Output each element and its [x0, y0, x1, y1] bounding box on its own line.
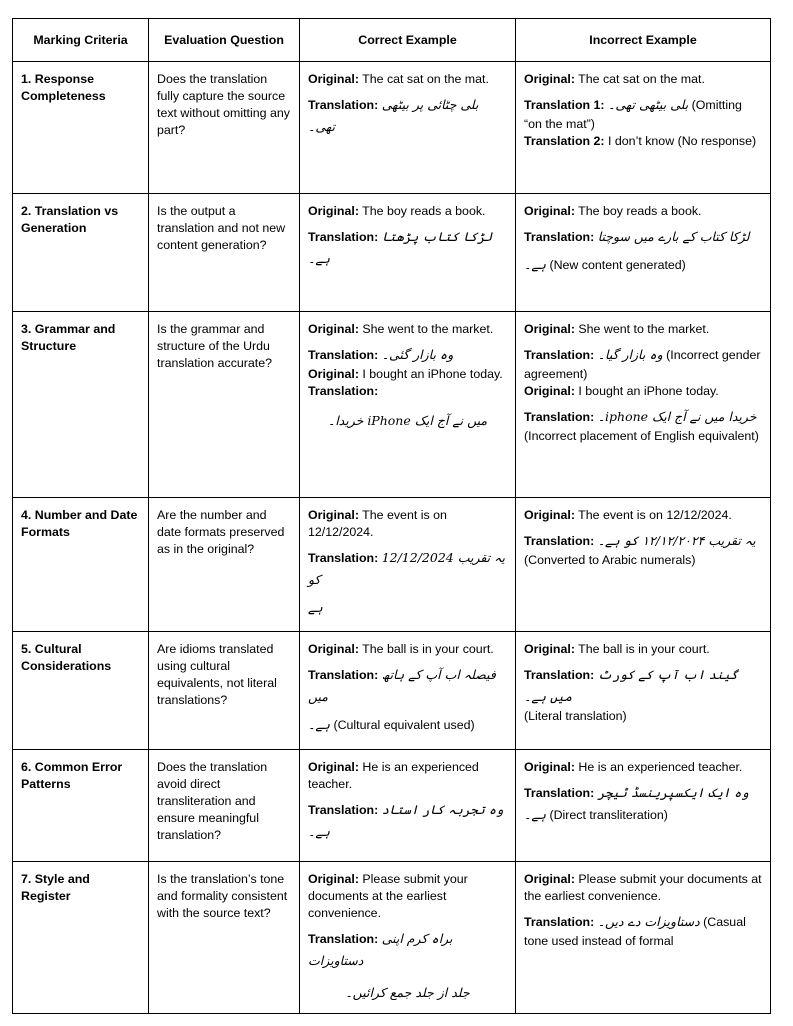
- original-label: Original:: [524, 204, 575, 218]
- table-row: [13, 62, 771, 194]
- urdu-translation: فیصلہ اب آپ کے ہاتھ میں: [308, 667, 496, 704]
- original-label: Original:: [524, 72, 575, 86]
- original-label: Original:: [308, 322, 359, 336]
- error-note: (Direct transliteration): [549, 808, 668, 822]
- urdu-translation: وہ بازار گیا۔: [597, 347, 663, 362]
- original-label: Original:: [524, 322, 575, 336]
- rubric-table: [12, 18, 771, 1014]
- translation-label: Translation:: [308, 348, 379, 362]
- table-row: [13, 862, 771, 1014]
- question-cell: Is the grammar and structure of the Urdu translation accurate?: [149, 312, 300, 498]
- correct-example-cell: [300, 62, 516, 194]
- urdu-translation: لڑکا کتاب پڑھتا ہے۔: [308, 229, 493, 266]
- original-label: Original:: [308, 872, 359, 886]
- criteria-cell: 1. Response Completeness: [13, 62, 149, 194]
- header-question: Evaluation Question: [149, 19, 300, 62]
- original-label: Original:: [308, 367, 359, 381]
- urdu-translation-cont: جلد از جلد جمع کرائیں۔: [345, 985, 470, 1000]
- header-criteria: Marking Criteria: [13, 19, 149, 62]
- translation-label: Translation:: [308, 384, 379, 398]
- question-cell: Are the number and date formats preserved as in the original?: [149, 498, 300, 632]
- criteria-cell: 2. Translation vs Generation: [13, 194, 149, 312]
- original-text: She went to the market.: [578, 322, 710, 336]
- header-incorrect: Incorrect Example: [516, 19, 771, 62]
- translation-label: Translation:: [524, 786, 595, 800]
- urdu-translation: دستاویزات دے دیں۔: [597, 914, 700, 929]
- incorrect-example-cell: [516, 312, 771, 498]
- urdu-translation: وہ ایک ایکسپرینسڈ ٹیچر ہے۔: [524, 785, 749, 822]
- criteria-cell: 6. Common Error Patterns: [13, 750, 149, 862]
- incorrect-example-cell: [516, 862, 771, 1014]
- translation-label: Translation:: [524, 410, 595, 424]
- translation-label: Translation:: [308, 551, 379, 565]
- table-row: [13, 312, 771, 498]
- urdu-translation: وہ تجربہ کار استاد ہے۔: [308, 802, 504, 839]
- table-row: [13, 194, 771, 312]
- table-row: [13, 498, 771, 632]
- error-note: (Incorrect gender agreement): [524, 348, 761, 381]
- urdu-translation-cont: ہے۔: [524, 257, 546, 272]
- translation-text: I don’t know (No response): [608, 134, 757, 148]
- translation-label: Translation:: [524, 534, 595, 548]
- criteria-cell: 7. Style and Register: [13, 862, 149, 1014]
- translation-label: Translation 1:: [524, 98, 605, 112]
- urdu-translation: یہ تقریب 12/12/2024 کو: [308, 550, 505, 587]
- original-text: The boy reads a book.: [362, 204, 486, 218]
- urdu-translation: بلی بیٹھی تھی۔: [608, 97, 689, 112]
- original-label: Original:: [524, 760, 575, 774]
- error-note: (Omitting “on the mat”): [524, 98, 742, 131]
- urdu-translation: بلی چٹائی پر بیٹھی تھی۔: [308, 97, 479, 134]
- original-label: Original:: [524, 642, 575, 656]
- criteria-cell: 3. Grammar and Structure: [13, 312, 149, 498]
- original-text: She went to the market.: [362, 322, 494, 336]
- original-label: Original:: [524, 384, 575, 398]
- urdu-translation: میں نے آج ایک iPhone خریدا۔: [327, 413, 488, 428]
- original-text: He is an experienced teacher.: [308, 760, 479, 791]
- question-cell: Is the output a translation and not new content generation?: [149, 194, 300, 312]
- error-note: (Literal translation): [524, 709, 627, 723]
- incorrect-example-cell: [516, 750, 771, 862]
- correct-example-cell: [300, 750, 516, 862]
- question-cell: Is the translation’s tone and formality consistent with the source text?: [149, 862, 300, 1014]
- translation-label: Translation 2:: [524, 134, 605, 148]
- original-text: The event is on 12/12/2024.: [578, 508, 732, 522]
- translation-label: Translation:: [524, 230, 595, 244]
- urdu-translation: لڑکا کتاب کے بارے میں سوچتا: [597, 229, 750, 244]
- urdu-translation: گیند اب آپ کے کورٹ میں ہے۔: [524, 667, 739, 704]
- original-text: He is an experienced teacher.: [578, 760, 743, 774]
- question-cell: Does the translation avoid direct transliteration and ensure meaningful translation?: [149, 750, 300, 862]
- correct-example-cell: [300, 312, 516, 498]
- incorrect-example-cell: [516, 194, 771, 312]
- original-text: Please submit your documents at the earliest convenience.: [308, 872, 468, 920]
- translation-label: Translation:: [524, 915, 595, 929]
- translation-label: Translation:: [524, 348, 595, 362]
- translation-label: Translation:: [308, 668, 379, 682]
- header-row: [13, 19, 771, 62]
- error-note: (Converted to Arabic numerals): [524, 553, 696, 567]
- criteria-cell: 4. Number and Date Formats: [13, 498, 149, 632]
- original-label: Original:: [308, 204, 359, 218]
- translation-label: Translation:: [308, 230, 379, 244]
- translation-label: Translation:: [308, 803, 379, 817]
- original-text: The event is on 12/12/2024.: [308, 508, 447, 539]
- criteria-cell: 5. Cultural Considerations: [13, 632, 149, 750]
- urdu-translation: وہ بازار گئی۔: [381, 347, 454, 362]
- original-label: Original:: [308, 72, 359, 86]
- original-text: The cat sat on the mat.: [362, 72, 489, 86]
- translation-label: Translation:: [524, 668, 595, 682]
- urdu-translation-cont: ہے: [308, 600, 323, 615]
- error-note: (Casual tone used instead of formal: [524, 915, 746, 948]
- original-text: I bought an iPhone today.: [362, 367, 503, 381]
- urdu-translation: یہ تقریب ۱۲/۱۲/۲۰۲۴ کو ہے۔: [597, 533, 756, 548]
- original-label: Original:: [308, 508, 359, 522]
- original-label: Original:: [524, 872, 575, 886]
- original-text: The cat sat on the mat.: [578, 72, 705, 86]
- original-label: Original:: [308, 642, 359, 656]
- translation-label: Translation:: [308, 98, 379, 112]
- correct-example-cell: [300, 632, 516, 750]
- incorrect-example-cell: [516, 632, 771, 750]
- original-text: I bought an iPhone today.: [578, 384, 719, 398]
- error-note: (Incorrect placement of English equivalent): [524, 429, 759, 443]
- note: (Cultural equivalent used): [333, 718, 475, 732]
- original-text: The ball is in your court.: [362, 642, 494, 656]
- original-label: Original:: [308, 760, 359, 774]
- question-cell: Does the translation fully capture the source text without omitting any part?: [149, 62, 300, 194]
- urdu-translation-cont: ہے۔: [308, 717, 330, 732]
- original-text: Please submit your documents at the earliest convenience.: [524, 872, 762, 903]
- header-correct: Correct Example: [300, 19, 516, 62]
- error-note: (New content generated): [549, 258, 686, 272]
- table-row: [13, 632, 771, 750]
- correct-example-cell: [300, 498, 516, 632]
- original-text: The boy reads a book.: [578, 204, 702, 218]
- translation-label: Translation:: [308, 932, 379, 946]
- correct-example-cell: [300, 194, 516, 312]
- urdu-translation: براہ کرم اپنی دستاویزات: [308, 931, 453, 968]
- correct-example-cell: [300, 862, 516, 1014]
- table-row: [13, 750, 771, 862]
- original-label: Original:: [524, 508, 575, 522]
- urdu-translation: خریدا میں نے آج ایک iphone۔: [597, 409, 757, 424]
- original-text: The ball is in your court.: [578, 642, 710, 656]
- question-cell: Are idioms translated using cultural equivalents, not literal translations?: [149, 632, 300, 750]
- incorrect-example-cell: [516, 62, 771, 194]
- incorrect-example-cell: [516, 498, 771, 632]
